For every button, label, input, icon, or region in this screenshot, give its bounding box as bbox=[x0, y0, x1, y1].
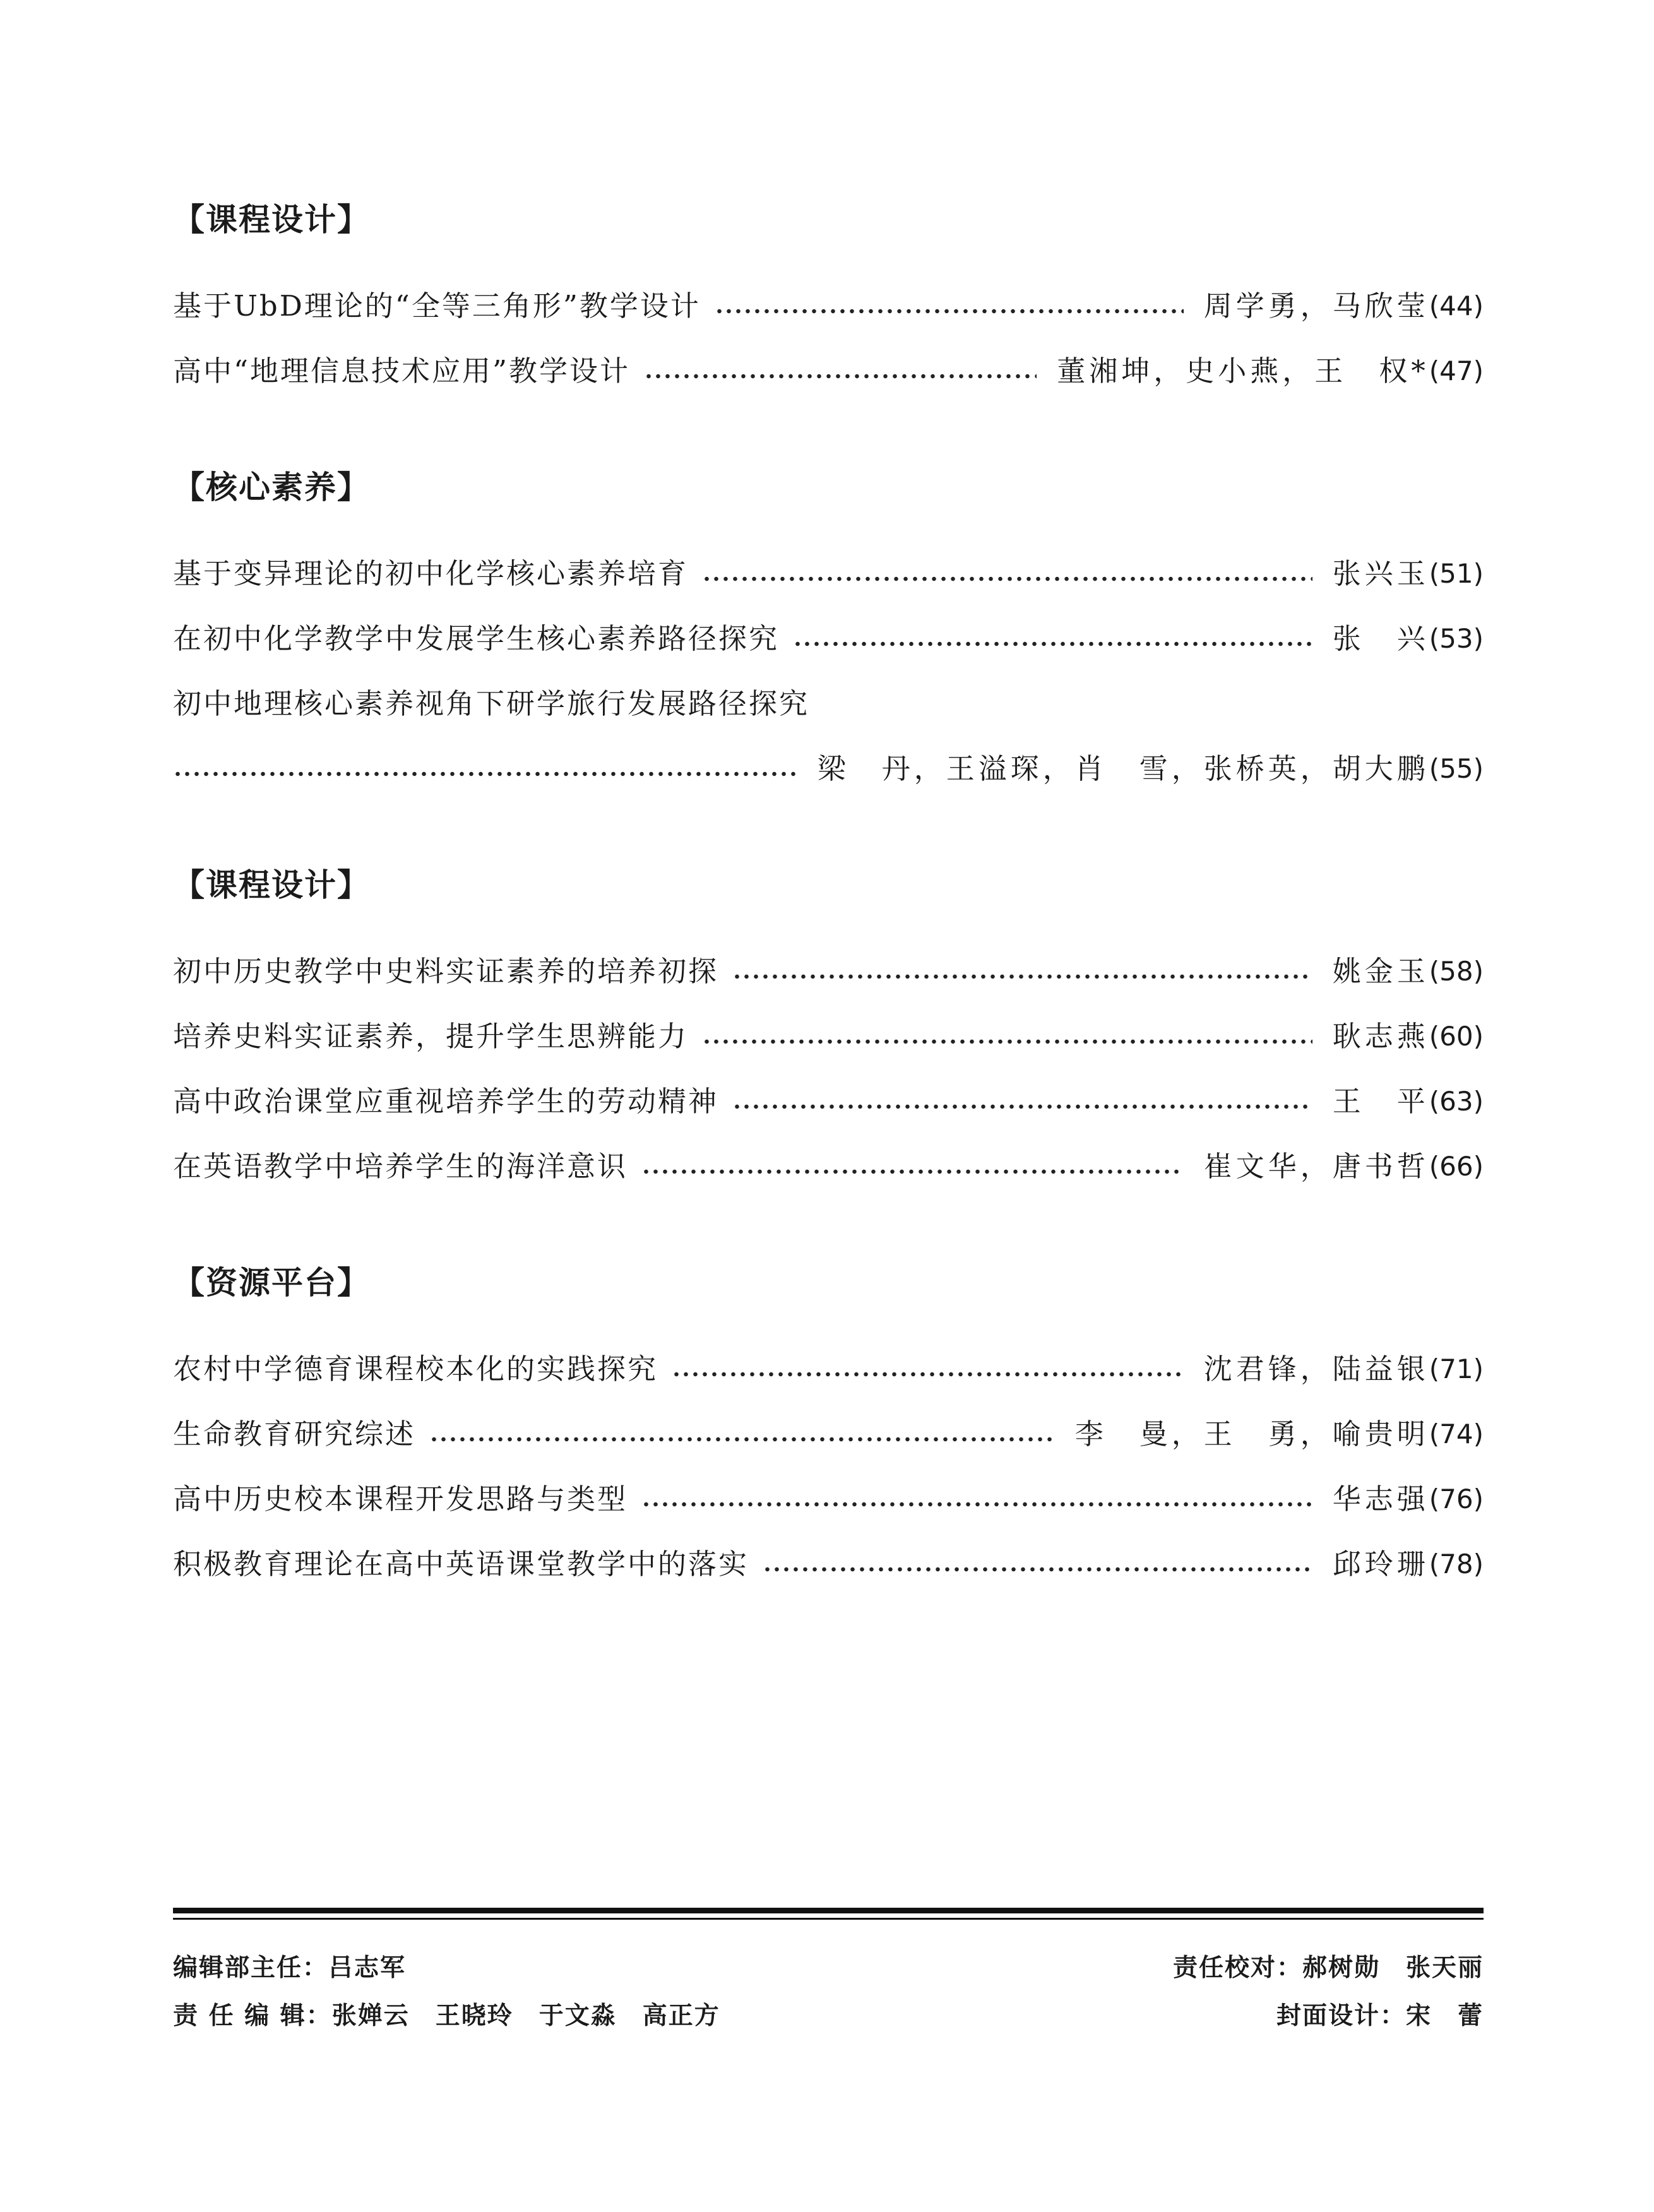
entry-page: (74) bbox=[1429, 1418, 1484, 1449]
dot-leader bbox=[732, 1104, 1312, 1109]
credits-footer bbox=[173, 1944, 1484, 2040]
toc-entry[interactable] bbox=[173, 529, 1484, 594]
entry-title: 基于变异理论的初中化学核心素养培育 bbox=[173, 557, 689, 590]
dot-leader bbox=[173, 771, 797, 776]
entry-page: (71) bbox=[1429, 1353, 1484, 1384]
section-course-design-1 bbox=[173, 199, 1484, 391]
toc-entry[interactable] bbox=[173, 1389, 1484, 1454]
entry-title: 在英语教学中培养学生的海洋意识 bbox=[173, 1150, 628, 1183]
entry-authors: 王 平 bbox=[1332, 1085, 1429, 1118]
entry-authors: 邱玲珊 bbox=[1332, 1547, 1429, 1581]
toc-entry[interactable] bbox=[173, 1519, 1484, 1585]
table-of-contents bbox=[173, 199, 1484, 1660]
section-course-design-2 bbox=[173, 865, 1484, 1187]
entry-title: 初中地理核心素养视角下研学旅行发展路径探究 bbox=[173, 687, 810, 720]
dot-leader bbox=[672, 1372, 1184, 1377]
entry-page: (60) bbox=[1429, 1021, 1484, 1052]
entry-page: (58) bbox=[1429, 956, 1484, 987]
entry-authors: 张兴玉 bbox=[1332, 557, 1429, 590]
entry-title: 高中政治课堂应重视培养学生的劳动精神 bbox=[173, 1085, 719, 1118]
dot-leader bbox=[793, 641, 1312, 646]
dot-leader bbox=[429, 1437, 1055, 1442]
entry-page: (63) bbox=[1429, 1086, 1484, 1117]
section-title: 【课程设计】 bbox=[173, 201, 370, 238]
toc-entry[interactable] bbox=[173, 1454, 1484, 1519]
dot-leader bbox=[641, 1169, 1184, 1174]
credits-row bbox=[173, 1992, 1484, 2040]
dot-leader bbox=[641, 1502, 1312, 1507]
dot-leader bbox=[763, 1567, 1312, 1572]
toc-entry[interactable] bbox=[173, 261, 1484, 326]
entry-title: 高中“地理信息技术应用”教学设计 bbox=[173, 354, 631, 388]
section-core-literacy bbox=[173, 467, 1484, 789]
entry-authors: 梁 丹，王溢琛，肖 雪，张桥英，胡大鹏 bbox=[817, 752, 1429, 785]
toc-entry[interactable] bbox=[173, 1324, 1484, 1389]
entry-page: (78) bbox=[1429, 1549, 1484, 1579]
toc-entry[interactable] bbox=[173, 1057, 1484, 1122]
toc-entry[interactable] bbox=[173, 659, 1484, 789]
entry-page: (53) bbox=[1429, 623, 1484, 654]
dot-leader bbox=[702, 1039, 1312, 1044]
footer-divider-thick bbox=[173, 1908, 1484, 1913]
entry-title: 基于UbD理论的“全等三角形”教学设计 bbox=[173, 289, 701, 323]
entry-authors: 华志强 bbox=[1332, 1482, 1429, 1516]
entry-title: 培养史料实证素养，提升学生思辨能力 bbox=[173, 1020, 689, 1053]
entry-page: (66) bbox=[1429, 1151, 1484, 1182]
entry-title: 高中历史校本课程开发思路与类型 bbox=[173, 1482, 628, 1516]
toc-entry[interactable] bbox=[173, 326, 1484, 391]
section-title: 【课程设计】 bbox=[173, 867, 370, 903]
entry-authors: 周学勇，马欣莹 bbox=[1203, 289, 1429, 323]
section-title: 【资源平台】 bbox=[173, 1264, 370, 1301]
entry-authors: 张 兴 bbox=[1332, 622, 1429, 655]
entry-page: (76) bbox=[1429, 1484, 1484, 1514]
entry-title: 初中历史教学中史料实证素养的培养初探 bbox=[173, 954, 719, 988]
entry-page: (51) bbox=[1429, 558, 1484, 589]
entry-title: 在初中化学教学中发展学生核心素养路径探究 bbox=[173, 622, 780, 655]
footer-divider-thin bbox=[173, 1918, 1484, 1920]
dot-leader bbox=[644, 374, 1037, 379]
entry-authors-row bbox=[173, 724, 1484, 789]
credits-row bbox=[173, 1944, 1484, 1992]
editors-credit: 责 任 编 辑：张婵云 王晓玲 于文淼 高正方 bbox=[173, 2002, 720, 2030]
dot-leader bbox=[702, 576, 1312, 581]
entry-authors: 姚金玉 bbox=[1332, 954, 1429, 988]
entry-title: 生命教育研究综述 bbox=[173, 1417, 416, 1451]
entry-authors: 崔文华，唐书哲 bbox=[1203, 1150, 1429, 1183]
toc-entry[interactable] bbox=[173, 1122, 1484, 1187]
editor-in-chief: 编辑部主任：吕志军 bbox=[173, 1954, 407, 1982]
toc-entry[interactable] bbox=[173, 594, 1484, 659]
entry-authors: 耿志燕 bbox=[1332, 1020, 1429, 1053]
dot-leader bbox=[715, 309, 1184, 314]
entry-authors: 董湘坤，史小燕，王 权* bbox=[1057, 354, 1429, 388]
entry-title: 农村中学德育课程校本化的实践探究 bbox=[173, 1352, 658, 1386]
entry-authors: 李 曼，王 勇，喻贵明 bbox=[1074, 1417, 1429, 1451]
proofreading-credit: 责任校对：郝树勋 张天丽 bbox=[1172, 1954, 1484, 1982]
toc-entry[interactable] bbox=[173, 927, 1484, 992]
dot-leader bbox=[732, 974, 1312, 979]
section-resource-platform bbox=[173, 1263, 1484, 1585]
section-title: 【核心素养】 bbox=[173, 469, 370, 506]
entry-title: 积极教育理论在高中英语课堂教学中的落实 bbox=[173, 1547, 749, 1581]
cover-design-credit: 封面设计：宋 蕾 bbox=[1276, 2002, 1484, 2030]
entry-page: (47) bbox=[1429, 355, 1484, 386]
entry-authors: 沈君锋，陆益银 bbox=[1203, 1352, 1429, 1386]
entry-page: (44) bbox=[1429, 290, 1484, 321]
entry-page: (55) bbox=[1429, 753, 1484, 784]
toc-entry[interactable] bbox=[173, 992, 1484, 1057]
